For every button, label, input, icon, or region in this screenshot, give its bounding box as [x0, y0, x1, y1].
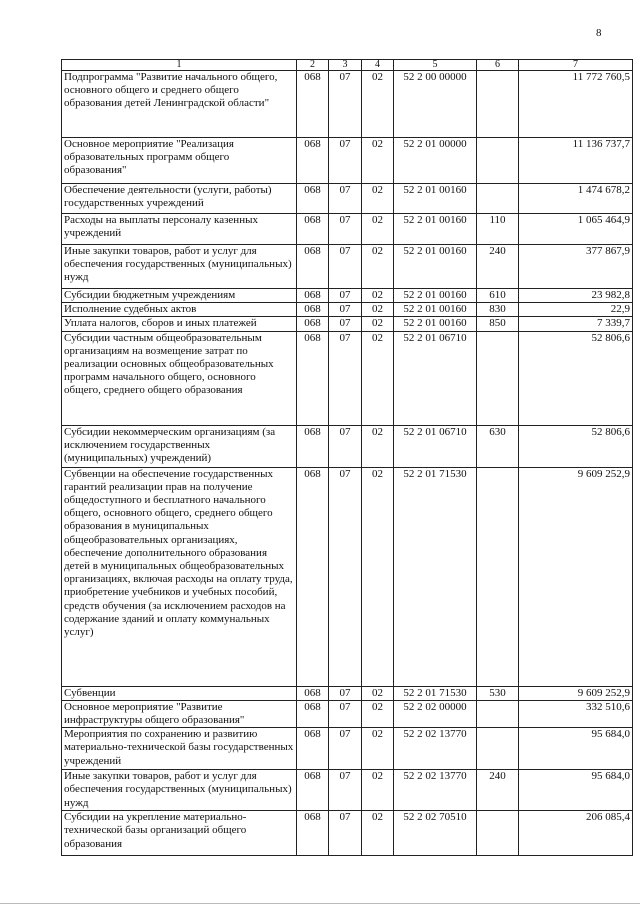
row-section-cell: 07 [329, 700, 362, 727]
row-name-cell: Субсидии некоммерческим организациям (за исключением государственных (муниципальных) учреждений) [62, 425, 297, 467]
row-subsection-cell: 02 [362, 770, 394, 811]
row-section-cell: 07 [329, 467, 362, 686]
row-code-cell: 068 [297, 317, 329, 331]
page-bottom-edge [0, 903, 640, 904]
row-subsection-cell: 02 [362, 138, 394, 184]
row-section-cell: 07 [329, 303, 362, 317]
row-target-cell: 52 2 01 06710 [394, 331, 477, 425]
row-subsection-cell: 02 [362, 289, 394, 303]
row-name-cell: Основное мероприятие "Развитие инфраструктуры общего образования" [62, 700, 297, 727]
table-row [62, 728, 633, 770]
row-amount-cell: 11 136 737,7 [519, 138, 633, 184]
row-code-cell: 068 [297, 467, 329, 686]
row-section-cell: 07 [329, 138, 362, 184]
row-code-cell: 068 [297, 214, 329, 245]
row-amount-cell: 11 772 760,5 [519, 71, 633, 138]
row-code-cell: 068 [297, 686, 329, 700]
table-row [62, 811, 633, 856]
row-subsection-cell: 02 [362, 71, 394, 138]
row-name-cell: Мероприятия по сохранению и развитию материально-технической базы государственных учреждений [62, 728, 297, 770]
table-row [62, 289, 633, 303]
row-name-cell: Субсидии бюджетным учреждениям [62, 289, 297, 303]
row-type-cell [477, 728, 519, 770]
row-name-cell: Расходы на выплаты персоналу казенных учреждений [62, 214, 297, 245]
row-code-cell: 068 [297, 728, 329, 770]
row-target-cell: 52 2 01 00160 [394, 184, 477, 214]
row-name-cell: Иные закупки товаров, работ и услуг для обеспечения государственных (муниципальных) нужд [62, 245, 297, 289]
row-type-cell: 240 [477, 770, 519, 811]
row-name-cell: Обеспечение деятельности (услуги, работы) государственных учреждений [62, 184, 297, 214]
row-amount-cell: 22,9 [519, 303, 633, 317]
table-row [62, 331, 633, 425]
row-target-cell: 52 2 01 00160 [394, 289, 477, 303]
row-section-cell: 07 [329, 289, 362, 303]
row-subsection-cell: 02 [362, 245, 394, 289]
row-section-cell: 07 [329, 770, 362, 811]
page-number: 8 [596, 27, 602, 39]
row-code-cell: 068 [297, 700, 329, 727]
row-code-cell: 068 [297, 811, 329, 856]
row-target-cell: 52 2 01 00160 [394, 245, 477, 289]
column-header: 5 [394, 60, 477, 71]
row-subsection-cell: 02 [362, 303, 394, 317]
row-name-cell: Иные закупки товаров, работ и услуг для обеспечения государственных (муниципальных) нужд [62, 770, 297, 811]
row-amount-cell: 9 609 252,9 [519, 686, 633, 700]
row-section-cell: 07 [329, 317, 362, 331]
row-target-cell: 52 2 01 71530 [394, 467, 477, 686]
row-target-cell: 52 2 01 00000 [394, 138, 477, 184]
header-row [62, 60, 633, 71]
row-code-cell: 068 [297, 245, 329, 289]
row-section-cell: 07 [329, 71, 362, 138]
row-type-cell: 110 [477, 214, 519, 245]
row-code-cell: 068 [297, 184, 329, 214]
table-row [62, 303, 633, 317]
row-type-cell: 530 [477, 686, 519, 700]
row-amount-cell: 1 474 678,2 [519, 184, 633, 214]
row-type-cell: 830 [477, 303, 519, 317]
row-subsection-cell: 02 [362, 467, 394, 686]
row-subsection-cell: 02 [362, 214, 394, 245]
table-row [62, 138, 633, 184]
column-header: 7 [519, 60, 633, 71]
row-target-cell: 52 2 01 00160 [394, 317, 477, 331]
row-section-cell: 07 [329, 184, 362, 214]
row-type-cell: 850 [477, 317, 519, 331]
row-section-cell: 07 [329, 686, 362, 700]
row-code-cell: 068 [297, 71, 329, 138]
row-amount-cell: 206 085,4 [519, 811, 633, 856]
row-type-cell [477, 138, 519, 184]
row-type-cell: 610 [477, 289, 519, 303]
row-name-cell: Основное мероприятие "Реализация образовательных программ общего образования" [62, 138, 297, 184]
row-amount-cell: 52 806,6 [519, 425, 633, 467]
row-type-cell [477, 331, 519, 425]
row-type-cell [477, 184, 519, 214]
table-row [62, 686, 633, 700]
row-amount-cell: 95 684,0 [519, 770, 633, 811]
row-code-cell: 068 [297, 770, 329, 811]
row-amount-cell: 332 510,6 [519, 700, 633, 727]
row-code-cell: 068 [297, 289, 329, 303]
row-section-cell: 07 [329, 214, 362, 245]
table-row [62, 700, 633, 727]
budget-table [61, 59, 633, 856]
row-amount-cell: 23 982,8 [519, 289, 633, 303]
column-header: 3 [329, 60, 362, 71]
row-section-cell: 07 [329, 811, 362, 856]
row-target-cell: 52 2 02 70510 [394, 811, 477, 856]
row-type-cell [477, 700, 519, 727]
row-section-cell: 07 [329, 728, 362, 770]
row-type-cell: 240 [477, 245, 519, 289]
row-name-cell: Исполнение судебных актов [62, 303, 297, 317]
row-amount-cell: 52 806,6 [519, 331, 633, 425]
row-code-cell: 068 [297, 425, 329, 467]
table-row [62, 425, 633, 467]
table-row [62, 184, 633, 214]
row-subsection-cell: 02 [362, 686, 394, 700]
column-header: 6 [477, 60, 519, 71]
row-target-cell: 52 2 02 13770 [394, 728, 477, 770]
row-subsection-cell: 02 [362, 425, 394, 467]
row-amount-cell: 1 065 464,9 [519, 214, 633, 245]
row-type-cell [477, 71, 519, 138]
row-type-cell [477, 467, 519, 686]
column-header: 2 [297, 60, 329, 71]
row-name-cell: Уплата налогов, сборов и иных платежей [62, 317, 297, 331]
row-code-cell: 068 [297, 303, 329, 317]
row-type-cell [477, 811, 519, 856]
column-header: 4 [362, 60, 394, 71]
row-name-cell: Субвенции [62, 686, 297, 700]
row-name-cell: Субсидии на укрепление материально-технической базы организаций общего образования [62, 811, 297, 856]
row-target-cell: 52 2 01 06710 [394, 425, 477, 467]
table-row [62, 214, 633, 245]
row-amount-cell: 95 684,0 [519, 728, 633, 770]
table-row [62, 245, 633, 289]
row-target-cell: 52 2 01 71530 [394, 686, 477, 700]
row-section-cell: 07 [329, 425, 362, 467]
row-subsection-cell: 02 [362, 728, 394, 770]
row-type-cell: 630 [477, 425, 519, 467]
table-row [62, 467, 633, 686]
row-target-cell: 52 2 00 00000 [394, 71, 477, 138]
column-header: 1 [62, 60, 297, 71]
row-name-cell: Подпрограмма "Развитие начального общего, основного общего и среднего общего образования детей Ленинградской области" [62, 71, 297, 138]
row-section-cell: 07 [329, 331, 362, 425]
row-subsection-cell: 02 [362, 184, 394, 214]
table-row [62, 770, 633, 811]
table-row [62, 71, 633, 138]
row-subsection-cell: 02 [362, 811, 394, 856]
row-amount-cell: 7 339,7 [519, 317, 633, 331]
row-section-cell: 07 [329, 245, 362, 289]
row-target-cell: 52 2 02 00000 [394, 700, 477, 727]
row-target-cell: 52 2 01 00160 [394, 214, 477, 245]
row-target-cell: 52 2 01 00160 [394, 303, 477, 317]
row-amount-cell: 377 867,9 [519, 245, 633, 289]
row-amount-cell: 9 609 252,9 [519, 467, 633, 686]
row-name-cell: Субсидии частным общеобразовательным организациям на возмещение затрат по реализации основных общеобразовательных программ начального общего, основного общего, среднего общего образования [62, 331, 297, 425]
row-target-cell: 52 2 02 13770 [394, 770, 477, 811]
row-subsection-cell: 02 [362, 700, 394, 727]
row-code-cell: 068 [297, 138, 329, 184]
row-code-cell: 068 [297, 331, 329, 425]
row-name-cell: Субвенции на обеспечение государственных гарантий реализации прав на получение общедоступного и бесплатного начального общего, основного общего, среднего общего образования в муниципальных общеобразовательных организациях, обеспечение дополнительного образования детей в муниципальных общеобразовательных организациях, включая расходы на оплату труда, приобретение учебников и учебных пособий, средств обучения (за исключением расходов на содержание зданий и оплату коммунальных услуг) [62, 467, 297, 686]
row-subsection-cell: 02 [362, 331, 394, 425]
row-subsection-cell: 02 [362, 317, 394, 331]
table-row [62, 317, 633, 331]
